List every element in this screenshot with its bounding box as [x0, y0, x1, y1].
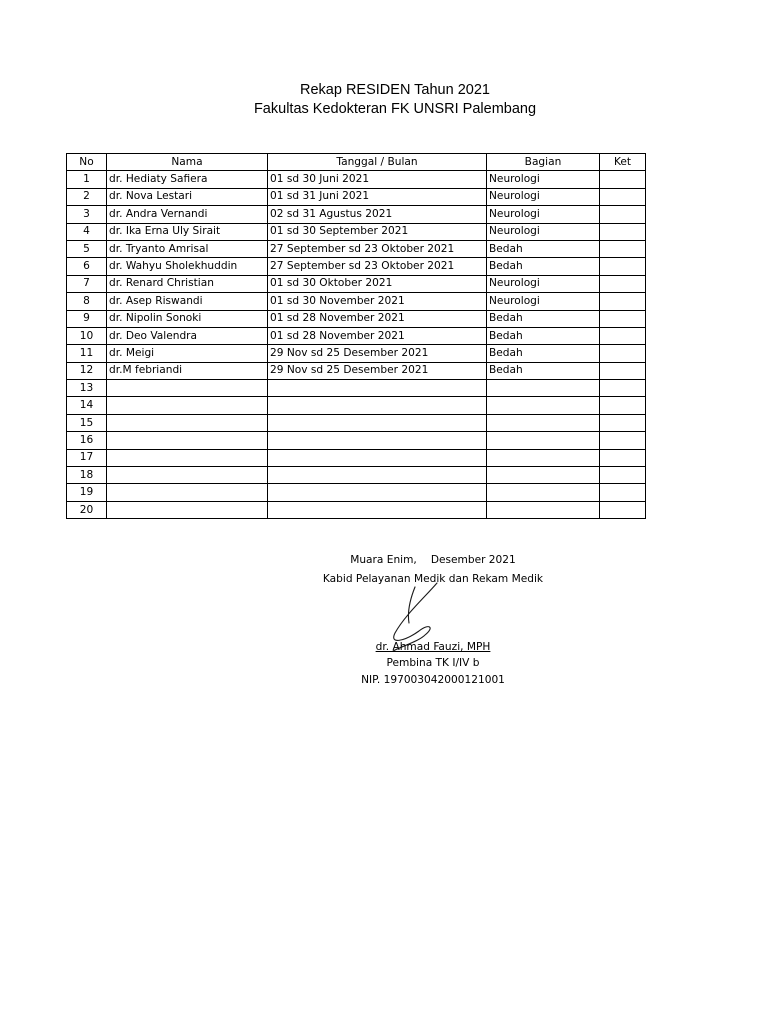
cell-no: 6	[67, 258, 107, 275]
cell-ket	[600, 501, 646, 518]
cell-ket	[600, 258, 646, 275]
cell-ket	[600, 293, 646, 310]
cell-ket	[600, 362, 646, 379]
table-row	[67, 449, 646, 466]
cell-bagian	[487, 397, 600, 414]
cell-nama: dr. Ika Erna Uly Sirait	[107, 223, 268, 240]
cell-no: 1	[67, 171, 107, 188]
table-row	[67, 467, 646, 484]
signatory-rank: Pembina TK I/IV b	[386, 657, 480, 669]
cell-bagian	[487, 501, 600, 518]
cell-ket	[600, 310, 646, 327]
cell-ket	[600, 240, 646, 257]
column-header-ket: Ket	[600, 154, 646, 171]
resident-table	[66, 153, 646, 519]
cell-nama	[107, 484, 268, 501]
cell-tanggal	[268, 414, 487, 431]
cell-no: 3	[67, 206, 107, 223]
cell-tanggal: 01 sd 30 Juni 2021	[268, 171, 487, 188]
cell-nama: dr. Renard Christian	[107, 275, 268, 292]
table-row	[67, 501, 646, 518]
document-title: Rekap RESIDEN Tahun 2021	[300, 82, 490, 98]
cell-no: 17	[67, 449, 107, 466]
column-header-bagian: Bagian	[487, 154, 600, 171]
cell-tanggal	[268, 467, 487, 484]
cell-ket	[600, 414, 646, 431]
cell-nama: dr. Nova Lestari	[107, 188, 268, 205]
signature-place: Muara Enim,	[350, 554, 417, 566]
cell-nama: dr.M febriandi	[107, 362, 268, 379]
table-row	[67, 223, 646, 240]
cell-bagian: Neurologi	[487, 206, 600, 223]
table-row	[67, 397, 646, 414]
cell-tanggal: 27 September sd 23 Oktober 2021	[268, 258, 487, 275]
cell-no: 11	[67, 345, 107, 362]
table-row	[67, 240, 646, 257]
cell-bagian	[487, 414, 600, 431]
cell-ket	[600, 397, 646, 414]
cell-no: 12	[67, 362, 107, 379]
cell-bagian	[487, 432, 600, 449]
table-row	[67, 380, 646, 397]
document-header	[0, 81, 768, 119]
table-row	[67, 310, 646, 327]
table-row	[67, 171, 646, 188]
cell-no: 4	[67, 223, 107, 240]
signatory-nip: NIP. 197003042000121001	[361, 674, 505, 686]
cell-no: 20	[67, 501, 107, 518]
cell-no: 8	[67, 293, 107, 310]
cell-tanggal: 27 September sd 23 Oktober 2021	[268, 240, 487, 257]
cell-bagian	[487, 467, 600, 484]
cell-no: 9	[67, 310, 107, 327]
cell-bagian: Neurologi	[487, 188, 600, 205]
column-header-no: No	[67, 154, 107, 171]
cell-nama	[107, 467, 268, 484]
cell-no: 2	[67, 188, 107, 205]
table-row	[67, 362, 646, 379]
signature-date: Desember 2021	[430, 554, 516, 566]
cell-no: 16	[67, 432, 107, 449]
cell-ket	[600, 345, 646, 362]
cell-nama: dr. Wahyu Sholekhuddin	[107, 258, 268, 275]
cell-bagian: Bedah	[487, 240, 600, 257]
cell-tanggal: 01 sd 31 Juni 2021	[268, 188, 487, 205]
cell-ket	[600, 171, 646, 188]
cell-nama: dr. Hediaty Safiera	[107, 171, 268, 188]
cell-no: 7	[67, 275, 107, 292]
cell-bagian	[487, 380, 600, 397]
cell-tanggal: 01 sd 30 September 2021	[268, 223, 487, 240]
table-row	[67, 206, 646, 223]
cell-tanggal	[268, 432, 487, 449]
cell-no: 15	[67, 414, 107, 431]
cell-bagian: Bedah	[487, 258, 600, 275]
cell-nama	[107, 432, 268, 449]
cell-ket	[600, 188, 646, 205]
cell-no: 5	[67, 240, 107, 257]
cell-bagian: Neurologi	[487, 293, 600, 310]
cell-tanggal: 01 sd 30 November 2021	[268, 293, 487, 310]
table-row	[67, 275, 646, 292]
cell-tanggal: 29 Nov sd 25 Desember 2021	[268, 362, 487, 379]
cell-ket	[600, 432, 646, 449]
cell-nama	[107, 380, 268, 397]
cell-bagian: Bedah	[487, 345, 600, 362]
cell-bagian: Neurologi	[487, 171, 600, 188]
cell-nama	[107, 414, 268, 431]
cell-nama: dr. Tryanto Amrisal	[107, 240, 268, 257]
table-row	[67, 414, 646, 431]
cell-nama: dr. Nipolin Sonoki	[107, 310, 268, 327]
cell-ket	[600, 467, 646, 484]
column-header-tanggal: Tanggal / Bulan	[268, 154, 487, 171]
signature-position: Kabid Pelayanan Medik dan Rekam Medik	[322, 573, 544, 585]
cell-bagian	[487, 449, 600, 466]
table-row	[67, 432, 646, 449]
cell-no: 13	[67, 380, 107, 397]
table-row	[67, 258, 646, 275]
cell-bagian: Neurologi	[487, 223, 600, 240]
table-row	[67, 188, 646, 205]
cell-no: 14	[67, 397, 107, 414]
cell-bagian: Bedah	[487, 310, 600, 327]
cell-tanggal: 01 sd 30 Oktober 2021	[268, 275, 487, 292]
table-row	[67, 293, 646, 310]
cell-no: 18	[67, 467, 107, 484]
cell-tanggal: 01 sd 28 November 2021	[268, 327, 487, 344]
cell-tanggal	[268, 380, 487, 397]
cell-tanggal: 02 sd 31 Agustus 2021	[268, 206, 487, 223]
cell-bagian: Bedah	[487, 362, 600, 379]
cell-nama: dr. Andra Vernandi	[107, 206, 268, 223]
cell-ket	[600, 484, 646, 501]
cell-bagian: Neurologi	[487, 275, 600, 292]
cell-tanggal: 01 sd 28 November 2021	[268, 310, 487, 327]
cell-nama: dr. Asep Riswandi	[107, 293, 268, 310]
cell-ket	[600, 449, 646, 466]
cell-ket	[600, 223, 646, 240]
cell-nama: dr. Deo Valendra	[107, 327, 268, 344]
cell-tanggal	[268, 397, 487, 414]
cell-nama	[107, 501, 268, 518]
signatory-name: dr. Ahmad Fauzi, MPH	[375, 641, 491, 653]
column-header-nama: Nama	[107, 154, 268, 171]
cell-nama: dr. Meigi	[107, 345, 268, 362]
cell-no: 19	[67, 484, 107, 501]
cell-ket	[600, 380, 646, 397]
cell-tanggal	[268, 449, 487, 466]
cell-bagian: Bedah	[487, 327, 600, 344]
cell-tanggal: 29 Nov sd 25 Desember 2021	[268, 345, 487, 362]
table-row	[67, 327, 646, 344]
cell-no: 10	[67, 327, 107, 344]
cell-tanggal	[268, 501, 487, 518]
cell-nama	[107, 449, 268, 466]
cell-ket	[600, 275, 646, 292]
signature-place-date	[280, 553, 586, 567]
table-header-row	[67, 154, 646, 171]
cell-tanggal	[268, 484, 487, 501]
document-subtitle: Fakultas Kedokteran FK UNSRI Palembang	[253, 101, 537, 117]
cell-ket	[600, 206, 646, 223]
cell-nama	[107, 397, 268, 414]
table-row	[67, 484, 646, 501]
table-row	[67, 345, 646, 362]
cell-bagian	[487, 484, 600, 501]
cell-ket	[600, 327, 646, 344]
